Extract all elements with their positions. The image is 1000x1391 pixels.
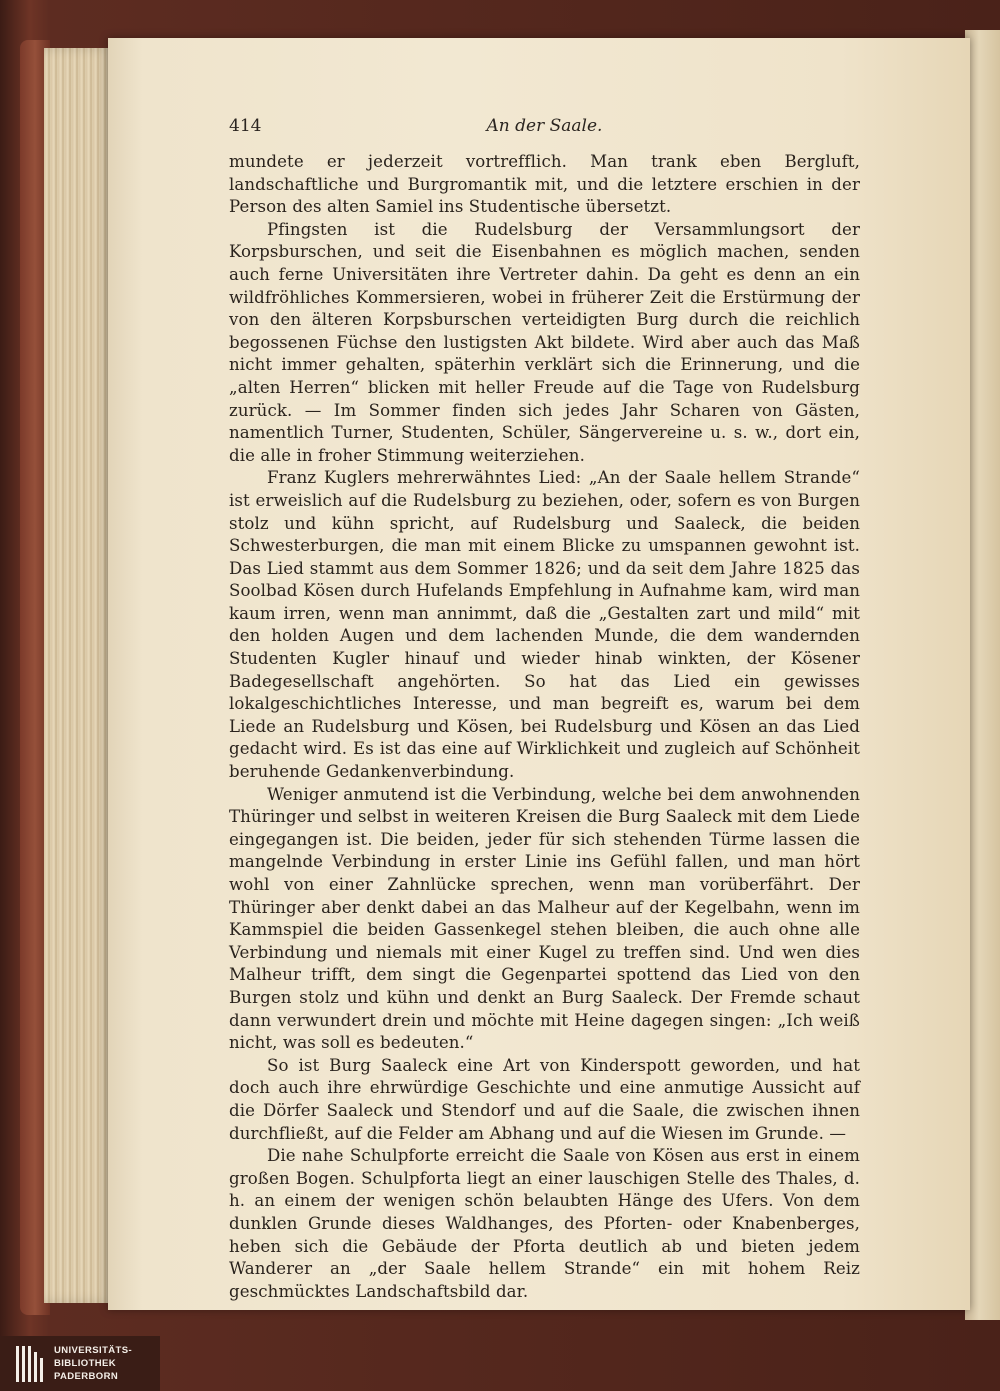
paragraph: Weniger anmutend ist die Verbindung, welche bei dem anwohnenden Thüringer und selbst in weiteren Kreisen die Burg Saaleck mit dem Liede eingegangen ist. Die beiden, jeder für sich stehenden Türme lassen die mangelnde Verbindung in erster Linie ins Gefühl fallen, und man hört wohl von einer Zahnlücke sprechen, wenn man vorüberfährt. Der Thüringer aber denkt dabei an das Malheur auf der Kegelbahn, wenn im Kammspiel die beiden Gassenkegel stehen bleiben, die auch ohne alle Verbindung und niemals mit einer Kugel zu treffen sind. Und wen dies Malheur trifft, dem singt die Gegenpartei spottend das Lied von den Burgen stolz und kühn und denkt an Burg Saaleck. Der Fremde schaut dann verwundert drein und möchte mit Heine dagegen singen: „Ich weiß nicht, was soll es bedeuten.“ [229, 784, 860, 1053]
paragraph: So ist Burg Saaleck eine Art von Kinderspott geworden, und hat doch auch ihre ehrwürdige Geschichte und eine anmutige Aussicht auf die Dörfer Saaleck und Stendorf und auf die Saale, die zwischen ihnen durchfließt, auf die Felder am Abhang und auf die Wiesen im Grunde. — [229, 1055, 860, 1143]
paragraph: Die nahe Schulpforte erreicht die Saale von Kösen aus erst in einem großen Bogen. Schulpforta liegt an einer lauschigen Stelle des Thales, d. h. an einem der wenigen schön belaubten Hänge des Ufers. Von dem dunklen Grunde dieses Waldhanges, des Pforten- oder Knabenberges, heben sich die Gebäude der Pforta deutlich ab und bieten jedem Wanderer an „der Saale hellem Strande“ ein mit hohem Reiz geschmücktes Landschaftsbild dar. [229, 1146, 860, 1301]
paragraph: Franz Kuglers mehrerwähntes Lied: „An der Saale hellem Strande“ ist erweislich auf die Rudelsburg zu beziehen, oder, sofern es von Burgen stolz und kühn spricht, auf Rudelsburg und Saaleck, die beiden Schwesterburgen, die man mit einem Blicke zu umspannen gewohnt ist. Das Lied stammt aus dem Sommer 1826; und da seit dem Jahre 1825 das Soolbad Kösen durch Hufelands Empfehlung in Aufnahme kam, wird man kaum irren, wenn man annimmt, daß die „Gestalten zart und mild“ mit den holden Augen und dem lachenden Munde, die dem wandernden Studenten Kugler hinauf und wieder hinab winkten, der Kösener Badegesellschaft angehörten. So hat das Lied ein gewisses lokalgeschichtliches Interesse, und man begreift es, warum bei dem Liede an Rudelsburg und Kösen, bei Rudelsburg und Kösen an das Lied gedacht wird. Es ist das eine auf Wirklichkeit und zugleich auf Schönheit beruhende Gedankenverbindung. [229, 468, 860, 782]
running-title: An der Saale. [486, 116, 603, 136]
page-stack-edge [44, 48, 114, 1303]
page-header [229, 116, 860, 142]
page-body [229, 151, 860, 1303]
library-logo-icon [14, 1344, 44, 1384]
paragraph: Pfingsten ist die Rudelsburg der Versammlungsort der Korpsburschen, und seit die Eisenbahnen es möglich machen, senden auch ferne Universitäten ihre Vertreter dahin. Da geht es denn an ein wildfröhliches Kommersieren, wobei in früherer Zeit die Erstürmung der von den älteren Korpsburschen verteidigten Burg durch die reichlich begossenen Füchse den lustigsten Akt bildete. Wird aber auch das Maß nicht immer gehalten, späterhin verklärt sich die Erinnerung, und die „alten Herren“ blicken mit heller Freude auf die Tage von Rudelsburg zurück. — Im Sommer finden sich jedes Jahr Scharen von Gästen, namentlich Turner, Studenten, Schüler, Sängervereine u. s. w., dort ein, die alle in froher Stimmung weiterziehen. [229, 219, 860, 465]
page-number: 414 [229, 116, 262, 136]
library-logo-text: UNIVERSITÄTS- BIBLIOTHEK PADERBORN [54, 1345, 133, 1382]
facing-page-edge [965, 30, 1000, 1320]
paragraph: mundete er jederzeit vortrefflich. Man trank eben Bergluft, landschaftliche und Burgromantik mit, und die letztere erschien in der Person des alten Samiel ins Studentische übersetzt. [229, 152, 860, 217]
library-logo [0, 1336, 160, 1391]
